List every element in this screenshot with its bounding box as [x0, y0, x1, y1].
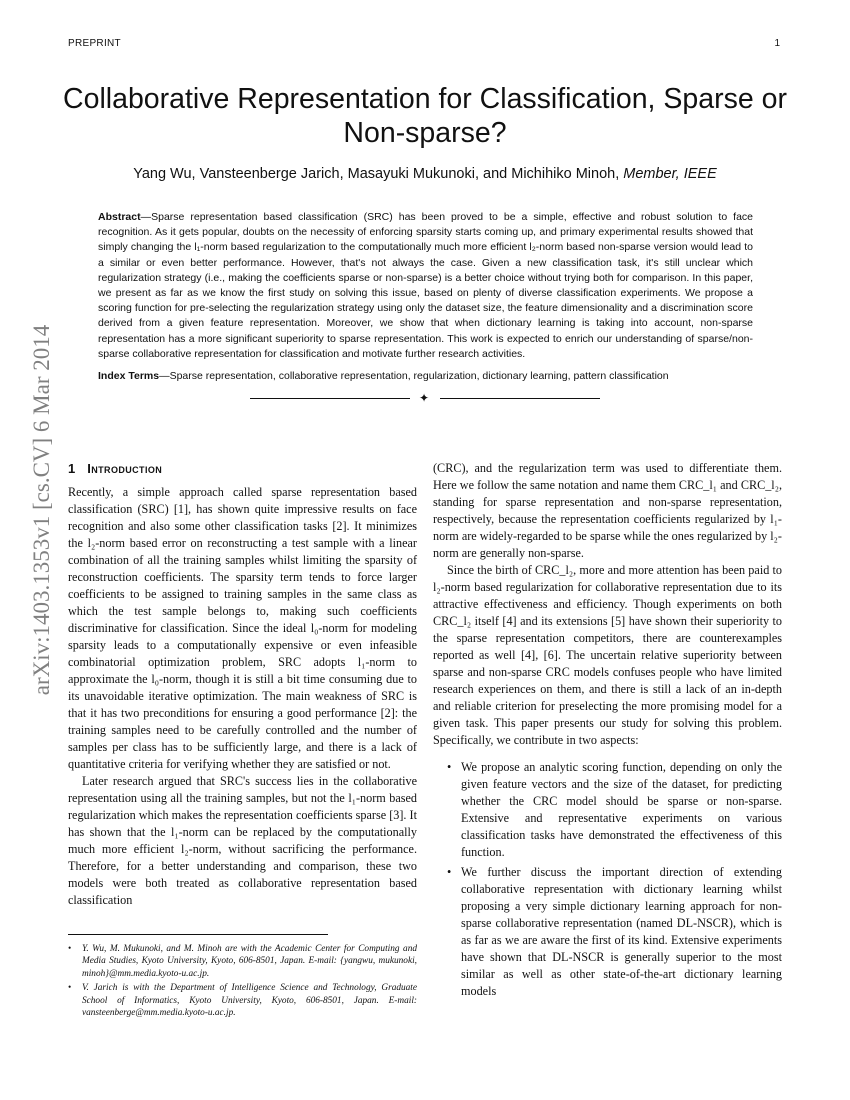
section-title: Introduction — [87, 461, 163, 476]
author-membership: Member, IEEE — [623, 166, 717, 182]
abstract — [98, 210, 753, 362]
left-column — [68, 460, 417, 909]
index-terms — [98, 369, 753, 384]
right-column — [433, 460, 782, 1003]
index-terms-text: —Sparse representation, collaborative representation, regularization, dictionary learning, pattern classification — [159, 370, 669, 382]
section-heading — [68, 460, 417, 478]
footnote-rule — [68, 934, 328, 935]
paragraph: (CRC), and the regularization term was used to differentiate them. Here we follow the same notation and name them CRC_l₁ and CRC_l₂, standing for sparse representation and non-sparse representation, respectively, because the representation coefficients regularized by l₁-norm are widely-regarded to be sparse while the ones regularized by l₂-norm are generally non-sparse. — [433, 461, 782, 560]
divider-line-left — [250, 398, 410, 399]
divider-diamond-icon: ✦ — [419, 391, 430, 405]
page-number: 1 — [774, 38, 780, 49]
author-names: Yang Wu, Vansteenberge Jarich, Masayuki Mukunoki, and Michihiko Minoh, — [133, 166, 620, 182]
footnote: • Y. Wu, M. Mukunoki, and M. Minoh are with the Academic Center for Computing and Media Studies, Kyoto University, Kyoto, 606-8501, Japan. E-mail: {yangwu, mukunoki, minoh}@mm.media.kyoto-u.ac.jp. — [68, 943, 417, 980]
index-terms-label: Index Terms — [98, 370, 160, 382]
paper-title: Collaborative Representation for Classification, Sparse or Non-sparse? — [63, 83, 787, 149]
abstract-text: —Sparse representation based classification (SRC) has been proved to be a simple, effective and robust solution to face recognition. As it gets popular, doubts on the necessity of enforcing sparsity starts coming up, and primary experimental results showed that simply changing the l₁-norm based regularization to the computationally much more efficient l₂-norm based non-sparse version would lead to a similar or even better performance. However, that's not always the case. Given a new classification task, it's still unclear which regularization strategy (i.e., making the coefficients sparse or non-sparse) is a better choice without trying both for comparison. In this paper, we present as far as we know the first study on solving this issue, based on plenty of diverse classification experiments. We propose a scoring function for pre-selecting the regularization strategy using only the dataset size, the feature dimensionality and a discrimination score derived from a given feature representation. Moreover, we show that when dictionary learning is taking into account, non-sparse representation has a more significant superiority to sparse representation. This work is expected to enrich our understanding of sparse/non-sparse collaborative representation for classification and motivate further research activities. — [98, 211, 753, 360]
footnote: • V. Jarich is with the Department of Intelligence Science and Technology, Graduate School of Informatics, Kyoto University, Kyoto, 606-8501, Japan. E-mail: vansteenberge@mm.media.kyoto-u.ac.jp. — [68, 982, 417, 1019]
footnotes — [68, 943, 417, 1021]
running-header: PREPRINT — [68, 38, 121, 49]
arxiv-stamp: arXiv:1403.1353v1 [cs.CV] 6 Mar 2014 — [29, 324, 54, 696]
section-number: 1 — [68, 461, 76, 476]
list-item: • We further discuss the important direction of extending collaborative representation with dictionary learning whilst proposing a very simple dictionary learning approach for non-sparse collaborative representation (named DL-NSCR), which is as far as we are aware the first of its kind. Extensive experiments have shown that DL-NSCR is generally superior to the most similar as well as other state-of-the-art dictionary learning models — [461, 864, 782, 1000]
divider-line-right — [440, 398, 600, 399]
paragraph: Since the birth of CRC_l₂, more and more attention has been paid to l₂-norm based regularization for collaborative representation due to its attractive effectiveness and efficiency. Though experiments on both CRC_l₂ itself [4] and its extensions [5] have shown their superiority to the sparse representation competitors, there are counterexamples reported as well [4], [6]. The uncertain relative superiority between sparse and non-sparse CRC models confuses people who have limited research experiences on them, and there is still a lack of an in-depth and reliable criterion for preselecting the more promising model for a given task. This paper presents our study for solving this problem. Specifically, we contribute in two aspects: — [433, 563, 782, 747]
abstract-label: Abstract — [98, 211, 141, 223]
contribution-list — [433, 759, 782, 1000]
section-divider — [250, 391, 600, 405]
author-line — [60, 166, 790, 182]
paragraph: Later research argued that SRC's success lies in the collaborative representation using all the training samples, but not the l₁-norm based regularization which makes the representation coefficients sparse [3]. It has shown that the l₁-norm can be replaced by the computationally much more efficient l₂-norm, without sacrificing the performance. Therefore, for a better understanding and comparison, these two models were both treated as collaborative representation based classification — [68, 774, 417, 907]
list-item: • We propose an analytic scoring function, depending on only the given feature vectors and the size of the dataset, for predicting whether the CRC model should be sparse or non-sparse. Extensive and representative experiments on various classification tasks have demonstrated the effectiveness of this function. — [461, 759, 782, 861]
paragraph: Recently, a simple approach called sparse representation based classification (SRC) [1], has shown quite impressive results on face recognition and also some other classification tasks [2]. It minimizes the l₂-norm based error on reconstructing a test sample with a linear combination of all the training samples whilst limiting the sparsity of reconstruction coefficients. The sparsity term tends to force larger coefficients to be assigned to training samples in the same class as which the test sample belongs to, making such coefficients discriminative for classification. Since the ideal l₀-norm for modeling sparsity leads to a computationally expensive or even infeasible combinatorial optimization problem, SRC adopts l₁-norm to approximate the l₀-norm, though it is still a bit time consuming due to its unavoidable iterative optimization. The main weakness of SRC is that it has two preconditions for ensuring a good performance [2]: the training samples need to be carefully controlled and the number of samples per class has to be sufficiently large, and there is a lack of quantitative criteria for verifying whether they are satisfied or not. — [68, 485, 417, 771]
